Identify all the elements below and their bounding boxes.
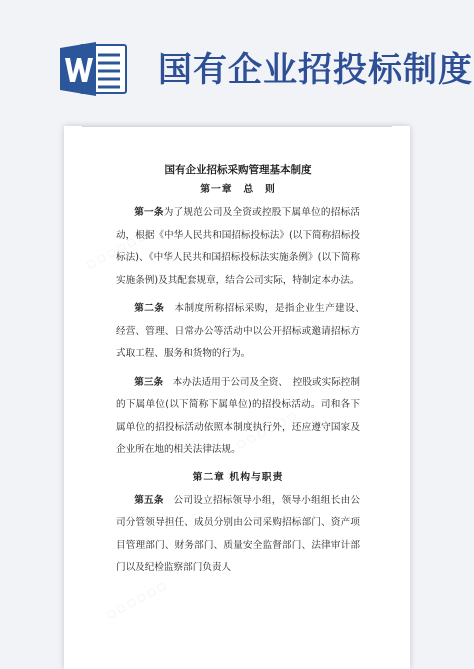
article-paragraph: [116, 372, 360, 462]
article-text: 为了规范公司及全资或控股下属单位的招标活动，根据《中华人民共和国招标投标法》(以下简称招标投标法)、《中华人民共和国招标投标法实施条例》(以下简称实施条例)及其配套规章，结合公司实际，特制定本办法。: [116, 207, 361, 286]
article-label: 第二条: [134, 303, 165, 314]
article-text: 公司设立招标领导小组，领导小组组长由公司分管领导担任、成员分别由公司采购招标部门、资产项目管理部门、财务部门、质量安全监督部门、法律审计部门以及纪检监察部门负责人: [116, 494, 361, 573]
article-text: 本制度所称招标采购，是指企业生产建设、 经营、管理、日常办公等活动中以公开招标或邀请招标方式取工程、服务和货物的行为。: [116, 303, 370, 359]
document-title: 国有企业招投标制度: [158, 50, 473, 90]
page-top-rule: [82, 126, 392, 127]
article-text: 本办法适用于公司及全资、 控股或实际控制的下属单位(以下简称下属单位)的招投标活动。司和各下属单位的招投标活动依照本制度执行外，还应遵守国家及企业所在地的相关法律法规。: [116, 376, 361, 455]
document-body: [116, 160, 370, 586]
document-page: [64, 126, 410, 669]
document-heading: 国有企业招标采购管理基本制度: [164, 164, 312, 176]
watermark: ▢ ▢ ▢ ▢ ▢ ▢: [105, 581, 168, 621]
header: [0, 0, 474, 118]
article-label: 第三条: [134, 376, 164, 388]
watermark: ▢ ▢ ▢ ▢ ▢ ▢: [235, 411, 298, 451]
chapter-heading: 第一章 总 则: [200, 184, 276, 195]
article-paragraph: [116, 202, 360, 292]
chapter-heading: 第二章 机构与职责: [192, 471, 284, 483]
article-label: 第五条: [134, 494, 164, 506]
article-paragraph: [116, 298, 370, 366]
article-label: 第一条: [134, 207, 164, 218]
word-doc-icon: [60, 42, 128, 96]
watermark: ▢ ▢ ▢ ▢ ▢ ▢: [85, 231, 148, 271]
article-paragraph: [116, 490, 360, 580]
